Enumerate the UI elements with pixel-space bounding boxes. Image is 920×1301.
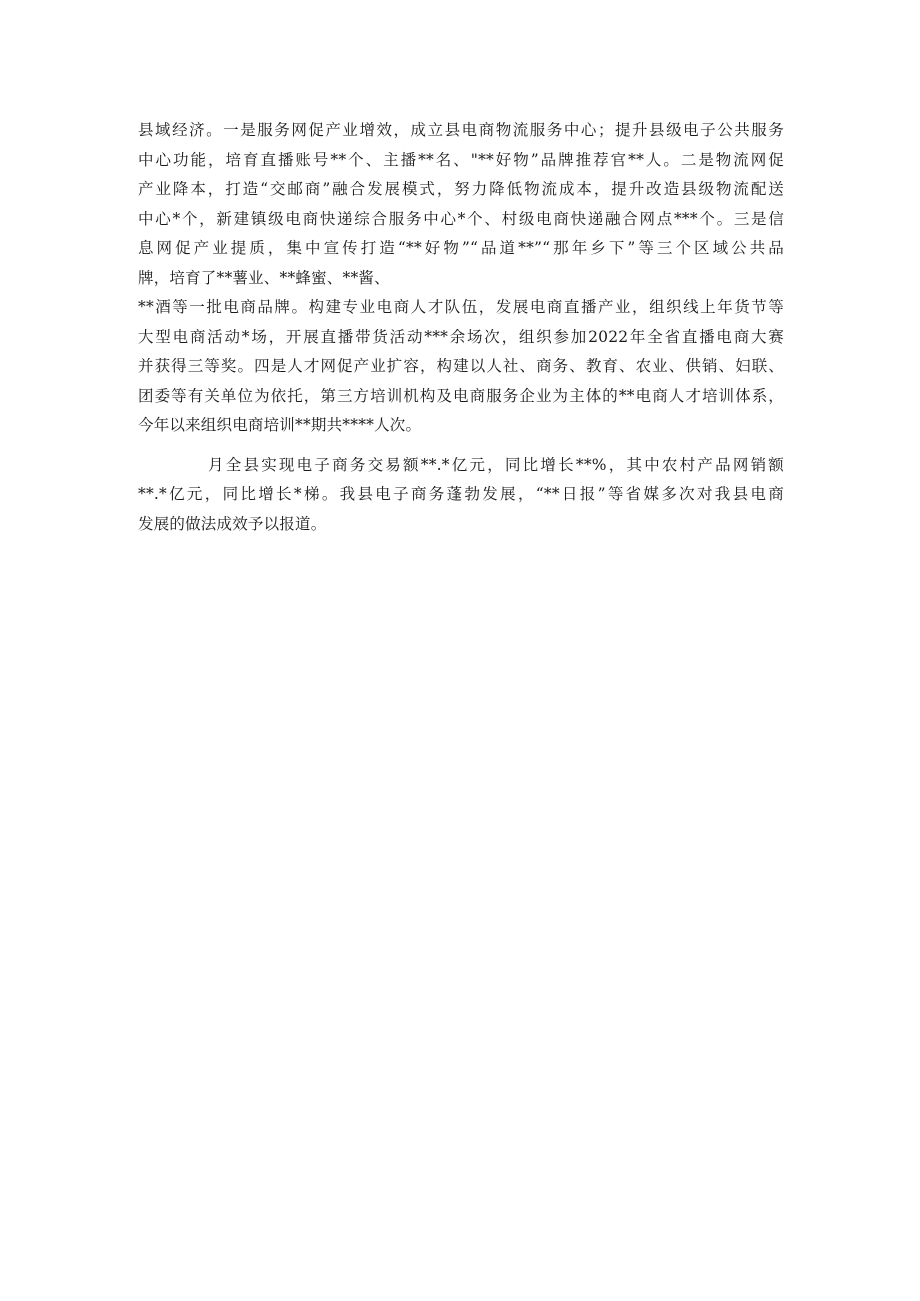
text-line: **.*亿元，同比增长*梯。我县电子商务蓬勃发展，“**日报”等省媒多次对我县电商 [138, 485, 784, 503]
text-line: 大型电商活动*场，开展直播带货活动***余场次，组织参加2022年全省直播电商大赛 [138, 327, 784, 346]
text-line: 并获得三等奖。四是人才网促产业扩容，构建以人社、商务、教育、农业、供销、妇联、 [138, 357, 784, 375]
text-line: 牌，培育了**薯业、**蜂蜜、**酱、 [138, 268, 390, 287]
text-line: 息网促产业提质，集中宣传打造“**好物”“品道**”“那年乡下”等三个区域公共品 [138, 239, 784, 257]
text-line: 县域经济。一是服务网促产业增效，成立县电商物流服务中心；提升县级电子公共服务 [138, 121, 784, 139]
paragraph-1 [138, 116, 784, 441]
text-line: 今年以来组织电商培训**期共****人次。 [138, 416, 422, 434]
paragraph-spacer [138, 441, 784, 451]
text-line: 中心功能，培育直播账号**个、主播**名、"**好物”品牌推荐官**人。二是物流网促 [138, 150, 784, 169]
paragraph-2 [138, 451, 784, 540]
text-line: 月全县实现电子商务交易额**.*亿元，同比增长**%，其中农村产品网销额 [208, 455, 784, 474]
text-line: **酒等一批电商品牌。构建专业电商人才队伍，发展电商直播产业，组织线上年货节等 [138, 298, 784, 316]
text-line: 中心*个，新建镇级电商快递综合服务中心*个、村级电商快递融合网点***个。三是信 [138, 209, 784, 228]
text-line: 发展的做法成效予以报道。 [138, 514, 327, 533]
text-line: 团委等有关单位为依托，第三方培训机构及电商服务企业为主体的**电商人才培训体系， [138, 386, 784, 405]
document-body [138, 116, 784, 539]
text-line: 产业降本，打造“交邮商”融合发展模式，努力降低物流成本，提升改造县级物流配送 [138, 180, 784, 198]
